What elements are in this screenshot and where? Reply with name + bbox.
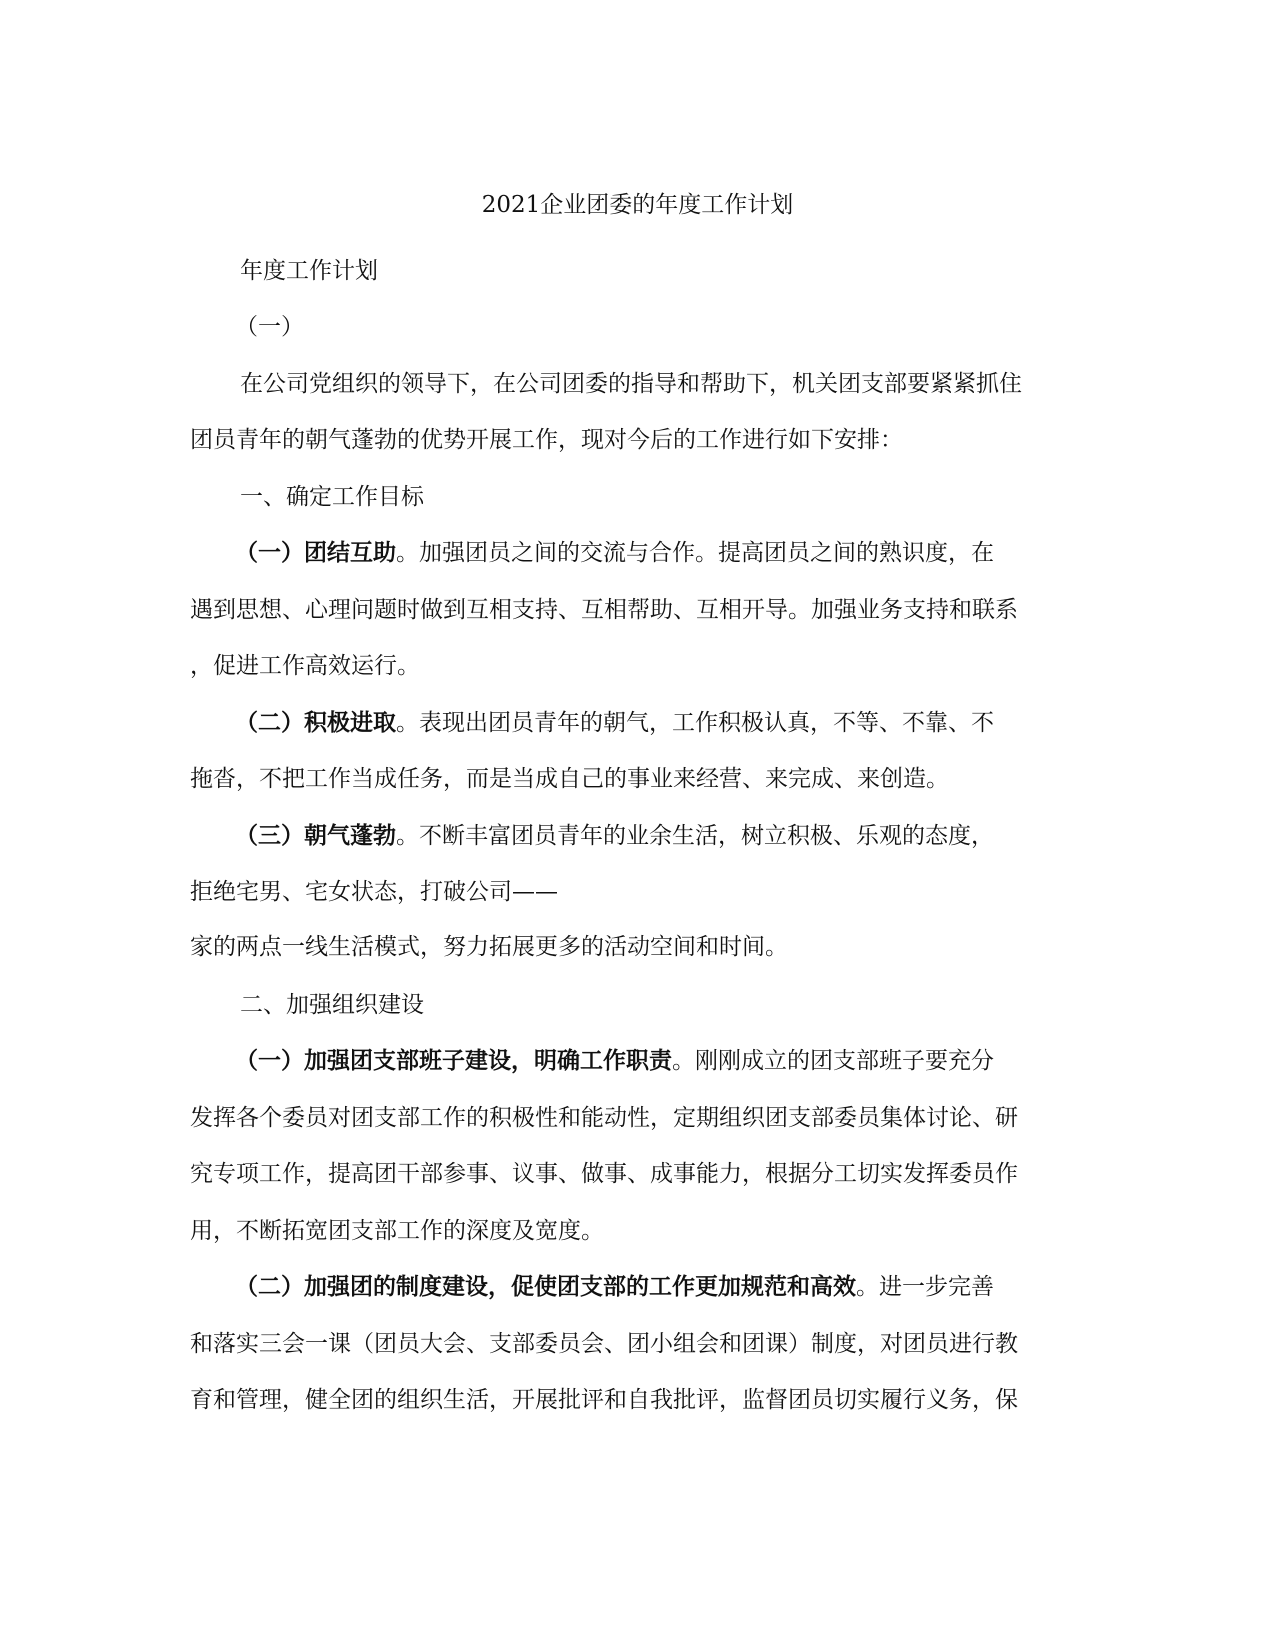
org2-line-2: 和落实三会一课（团员大会、支部委员会、团小组会和团课）制度，对团员进行教 xyxy=(190,1331,1018,1357)
goal1-line-3: ，促进工作高效运行。 xyxy=(190,653,420,679)
org1-label: （一）加强团支部班子建设，明确工作职责 xyxy=(235,1047,672,1074)
goal3-label: （三）朝气蓬勃 xyxy=(235,822,396,849)
org2-line-3: 育和管理，健全团的组织生活，开展批评和自我批评，监督团员切实履行义务，保 xyxy=(190,1387,1018,1413)
goal1-label: （一）团结互助 xyxy=(235,539,396,566)
org2-line-1 xyxy=(235,1272,1090,1302)
part1-heading: 一、确定工作目标 xyxy=(240,484,424,510)
document-title: 2021企业团委的年度工作计划 xyxy=(481,192,794,218)
goal1-line-2: 遇到思想、心理问题时做到互相支持、互相帮助、互相开导。加强业务支持和联系 xyxy=(190,597,1018,623)
goal2-line-1 xyxy=(235,708,1090,738)
part2-heading: 二、加强组织建设 xyxy=(240,992,424,1018)
intro-line-1: 在公司党组织的领导下，在公司团委的指导和帮助下，机关团支部要紧紧抓住 xyxy=(240,371,1022,397)
goal2-text: 。表现出团员青年的朝气，工作积极认真，不等、不靠、不 xyxy=(396,710,994,736)
org1-line-1 xyxy=(235,1046,1090,1076)
org1-line-4: 用，不断拓宽团支部工作的深度及宽度。 xyxy=(190,1218,604,1244)
org1-line-2: 发挥各个委员对团支部工作的积极性和能动性，定期组织团支部委员集体讨论、研 xyxy=(190,1105,1018,1131)
goal2-line-2: 拖沓，不把工作当成任务，而是当成自己的事业来经营、来完成、来创造。 xyxy=(190,766,949,792)
goal3-line-3: 家的两点一线生活模式，努力拓展更多的活动空间和时间。 xyxy=(190,934,788,960)
goal1-text: 。加强团员之间的交流与合作。提高团员之间的熟识度，在 xyxy=(396,540,994,566)
goal3-text: 。不断丰富团员青年的业余生活，树立积极、乐观的态度， xyxy=(396,823,994,849)
org2-label: （二）加强团的制度建设，促使团支部的工作更加规范和高效 xyxy=(235,1273,856,1300)
goal1-line-1 xyxy=(235,538,1090,568)
org1-line-3: 究专项工作，提高团干部参事、议事、做事、成事能力，根据分工切实发挥委员作 xyxy=(190,1161,1018,1187)
goal3-line-2: 拒绝宅男、宅女状态，打破公司—— xyxy=(190,879,558,905)
goal2-label: （二）积极进取 xyxy=(235,709,396,736)
org1-text: 。刚刚成立的团支部班子要充分 xyxy=(672,1048,994,1074)
section-heading: 年度工作计划 xyxy=(240,258,378,284)
section-number: （一） xyxy=(235,314,304,340)
intro-line-2: 团员青年的朝气蓬勃的优势开展工作，现对今后的工作进行如下安排： xyxy=(190,427,903,453)
org2-text: 。进一步完善 xyxy=(856,1274,994,1300)
goal3-line-1 xyxy=(235,821,1090,851)
